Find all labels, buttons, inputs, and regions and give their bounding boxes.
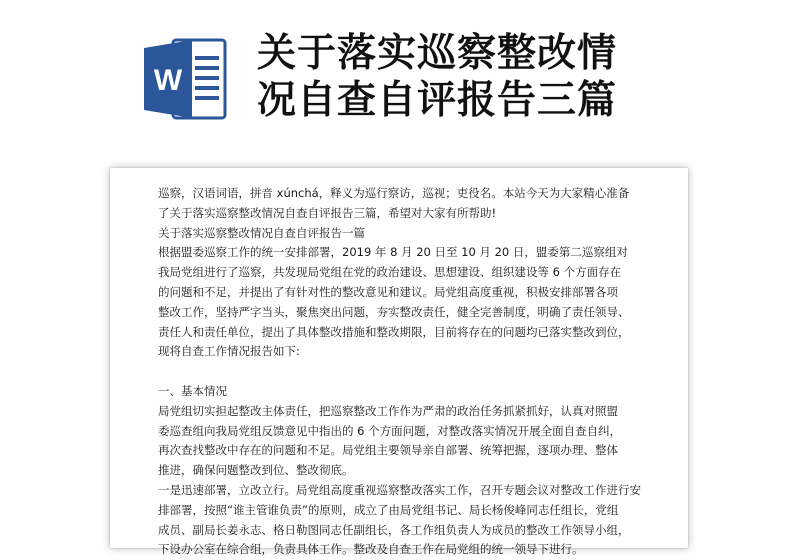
title-line-2: 况自查自评报告三篇 <box>257 78 618 123</box>
document-line: 我局党组进行了巡察，共发现局党组在党的政治建设、思想建设、组织建设等 6 个方面存在 <box>158 265 622 280</box>
word-icon-letter: W <box>153 64 183 97</box>
document-line: 推进，确保问题整改到位、整改彻底。 <box>158 463 354 478</box>
header <box>0 0 800 160</box>
document-line: 了关于落实巡察整改情况自查自评报告三篇，希望对大家有所帮助! <box>158 205 497 220</box>
document-line: 现将自查工作情况报告如下: <box>158 344 300 359</box>
document-line: 局党组切实担起整改主体责任，把巡察整改工作作为严肃的政治任务抓紧抓好，认真对照盟 <box>158 403 618 418</box>
document-line: 整改工作，坚持严字当头，聚焦突出问题，夯实整改责任，健全完善制度，明确了责任领导、 <box>158 304 630 319</box>
document-line: 责任人和责任单位，提出了具体整改措施和整改期限，目前将存在的问题均已落实整改到位， <box>158 324 630 339</box>
document-line: 排部署，按照“谁主管谁负责”的原则，成立了由局党组书记、局长杨俊峰同志任组长，党组 <box>158 502 619 517</box>
word-document-icon <box>140 34 230 124</box>
document-line: 委巡查组向我局党组反馈意见中指出的 6 个方面问题，对整改落实情况开展全面自查自纠， <box>158 423 622 438</box>
document-line: 成员、副局长姜永志、格日勒图同志任副组长，各工作组负责人为成员的整改工作领导小组， <box>158 522 630 537</box>
document-line: 一是迅速部署，立改立行。局党组高度重视巡察整改落实工作，召开专题会议对整改工作进行安 <box>158 482 641 497</box>
document-line: 关于落实巡察整改情况自查自评报告一篇 <box>158 225 365 240</box>
document-line: 根据盟委巡察工作的统一安排部署，2019 年 8 月 20 日至 10 月 20 日，盟委第二巡察组对 <box>158 245 628 260</box>
title-line-1: 关于落实巡察整改情 <box>257 31 618 76</box>
section-heading: 一、基本情况 <box>158 383 227 398</box>
blank-line <box>158 362 658 382</box>
document-body <box>158 184 658 560</box>
document-line: 再次查找整改中存在的问题和不足。局党组主要领导亲自部署、统筹把握，逐项办理、整体 <box>158 443 618 458</box>
document-line: 的问题和不足，并提出了有针对性的整改意见和建议。局党组高度重视，积极安排部署各项 <box>158 284 618 299</box>
document-line: 巡察，汉语词语，拼音 xúnchá，释义为巡行察访，巡视；吏役名。本站今天为大家精心准备 <box>158 186 630 200</box>
page-title <box>257 30 777 124</box>
document-page-preview <box>110 168 688 557</box>
document-line: 下设办公室在综合组，负责具体工作。整改及自查工作在局党组的统一领导下进行。 <box>158 542 584 557</box>
